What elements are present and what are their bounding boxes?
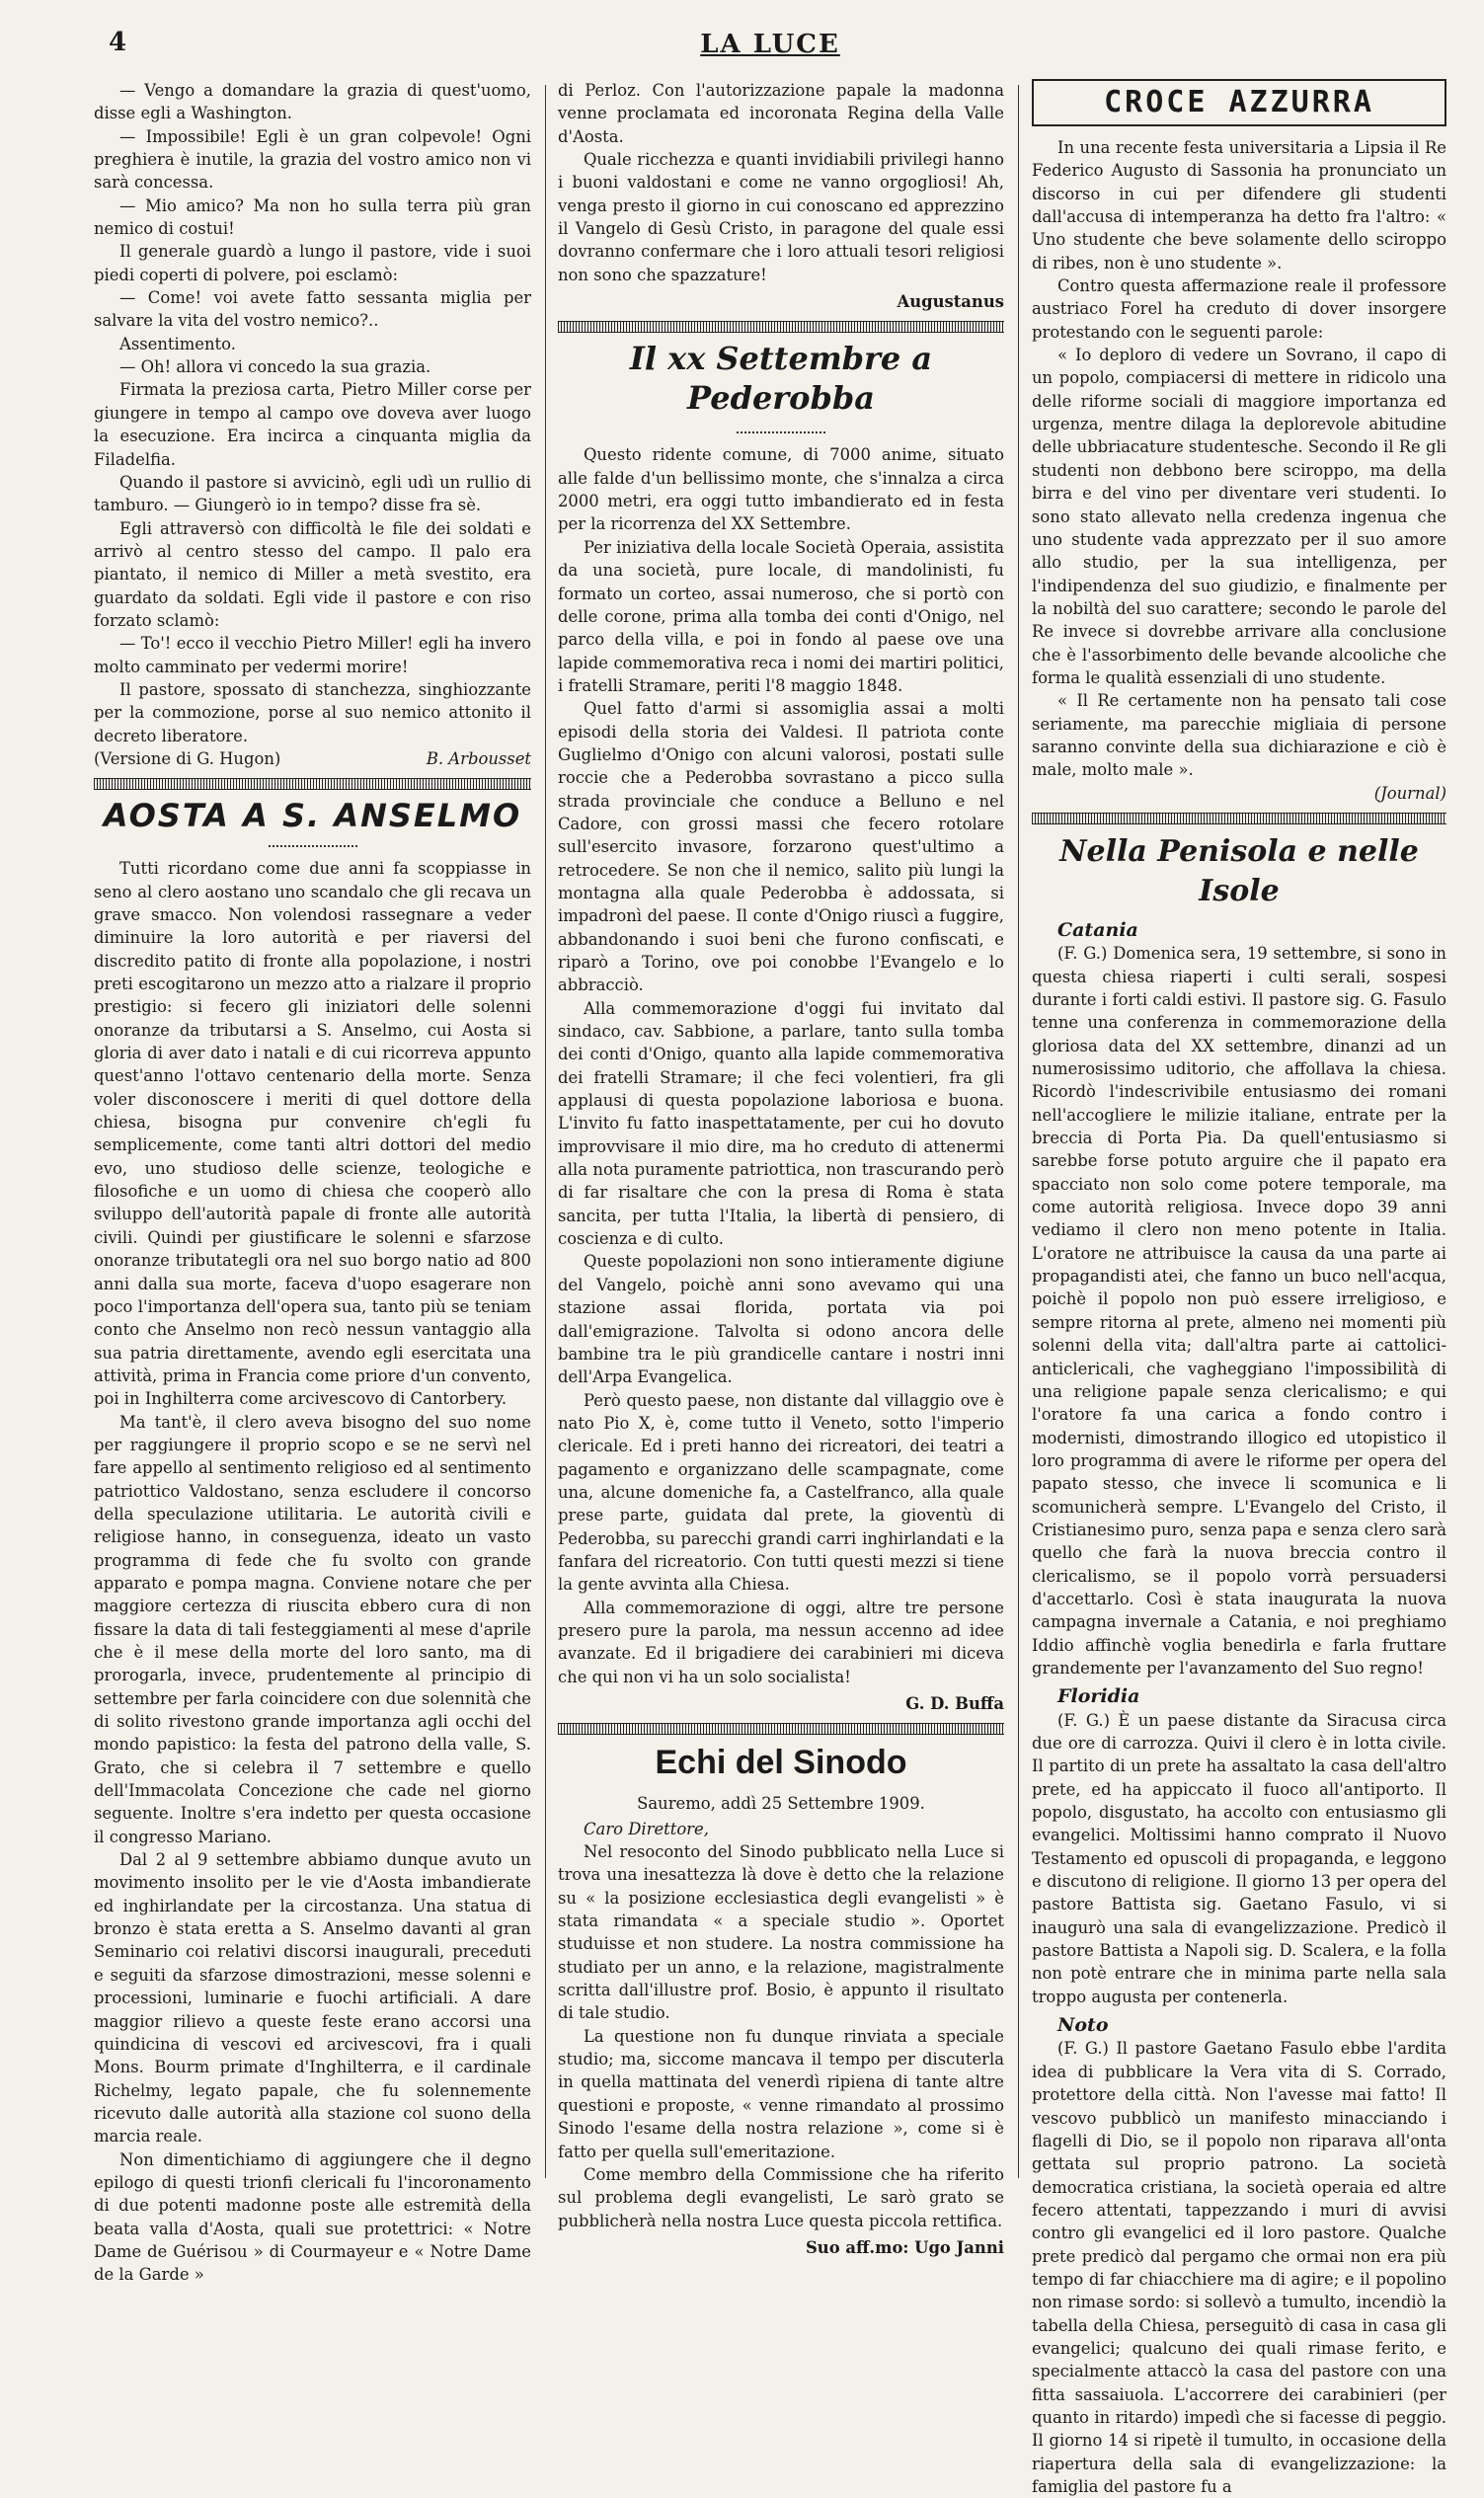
paragraph: Però questo paese, non distante dal villaggio ove è nato Pio X, è, come tutto il Veneto, sotto l'imperio clericale. Ed i preti hanno dei ricreatori, dei teatri a pagamento e organizzano delle scampagnate, come una, alcune domeniche fa, a Castelfranco, alla quale prese parte, guidata dal prete, la gioventù di Pederobba, su parecchi grandi carri inghirlandati e la fanfara del ricreatorio. Con tutti questi mezzi si tiene la gente avvinta alla Chiesa.	[558, 1390, 1004, 1595]
paragraph: — To'! ecco il vecchio Pietro Miller! egli ha invero molto camminato per vedermi morire!	[94, 634, 531, 676]
paragraph: — Impossibile! Egli è un gran colpevole! Ogni preghiera è inutile, la grazia del vostro amico non vi sarà concessa.	[94, 126, 531, 193]
source-credit: (Journal)	[1373, 783, 1446, 803]
paragraph: « Io deploro di vedere un Sovrano, il capo di un popolo, compiacersi di mettere in ridicolo una delle riforme sociali di maggiore importanza ed urgenza, mentre dilaga la deplorevole abitudine delle ubbriacature studentesche. Secondo il Re gli studenti non debbono bere sciroppo, ma della birra e del vino per diventare veri studenti. Io sono stato allevato nella credenza ingenua che uno studente vada apprezzato per il suo amore allo studio, per la sua intelligenza, per l'indipendenza del suo giudizio, e finalmente per la nobiltà del suo carattere; secondo le parole del Re invece si dovrebbe arrivare alla conclusione che è l'assorbimento delle bevande alcooliche che forma le qualità essenziali di uno studente.	[1032, 346, 1446, 687]
paragraph: Egli attraversò con difficoltà le file dei soldati e arrivò al centro stesso del campo. Il palo era piantato, il nemico di Miller a metà svestito, era guardato da soldati. Egli vide il pastore e con riso forzato sclamò:	[94, 518, 531, 630]
subhead-noto: Noto	[1057, 2014, 1109, 2037]
column-divider	[545, 85, 546, 2178]
headline-penisola: Nella Penisola e nelle Isole	[1059, 833, 1419, 908]
article-signature	[94, 747, 531, 770]
masthead-title: LA LUCE	[700, 30, 840, 59]
paragraph: di Perloz. Con l'autorizzazione papale la madonna venne proclamata ed incoronata Regina della Valle d'Aosta.	[558, 81, 1004, 146]
paragraph: Ma tant'è, il clero aveva bisogno del suo nome per raggiungere il proprio scopo e se ne servì nel fare appello al sentimento religioso ed al sentimento patriottico Valdostano, senza escludere il concorso della speculazione utilitaria. Le autorità civili e religiose hanno, in conseguenza, ideato un vasto programma di fede che fu svolto con grande apparato e pompa magna. Conviene notare che per maggiore certezza di riuscita ebbero cura di non fissare la data di tali festeggiamenti al mese d'aprile che è il mese della morte del loro santo, ma di prorogarla, invece, prudentemente al principio di settembre per farla coincidere con due solennità che di solito rivestono grande importanza agli occhi del mondo papistico: la festa del patrono della valle, S. Grato, che si celebra il 7 settembre e quello dell'Immacolata Concezione che cade nel giorno seguente. Inoltre s'era indetto per questa occasione il congresso Mariano.	[94, 1412, 531, 1846]
headline-croce-azzurra: CROCE AZZURRA	[1032, 79, 1446, 126]
headline-aosta: AOSTA A S. ANSELMO	[103, 797, 522, 835]
subhead-floridia: Floridia	[1057, 1685, 1140, 1708]
column-divider	[1018, 85, 1019, 2178]
column-3	[1032, 79, 1446, 2496]
paragraph: Non dimentichiamo di aggiungere che il degno epilogo di questi trionfi clericali fu l'incoronamento di due potenti madonne poste alle estremità della beata valla d'Aosta, quali sue protettrici: « Notre Dame de Guérisou » di Courmayeur e « Notre Dame de la Garde »	[94, 2149, 531, 2285]
paragraph: Quale ricchezza e quanti invidiabili privilegi hanno i buoni valdostani e come ne vanno orgogliosi! Ah, venga presto il giorno in cui conoscano ed apprezzino il Vangelo di Gesù Cristo, in paragone del quale essi dovranno confermare che i loro attuali tesori religiosi non sono che spazzature!	[558, 150, 1004, 284]
paragraph: Assentimento.	[119, 334, 236, 353]
paragraph: — Come! voi avete fatto sessanta miglia per salvare la vita del vostro nemico?..	[94, 288, 531, 331]
paragraph: Dal 2 al 9 settembre abbiamo dunque avuto un movimento insolito per le vie d'Aosta imbandierate ed inghirlandate per la circostanza. Una statua di bronzo è stata eretta a S. Anselmo davanti al gran Seminario coi relativi discorsi inaugurali, preceduti e seguiti da sfarzose dimostrazioni, messe solenni e processioni, luminarie e fuochi artificiali. A dare maggior rilievo a queste feste erano accorsi una quindicina di vescovi ed arcivescovi, fra i quali Mons. Bourm primate d'Inghilterra, e il cardinale Richelmy, legato papale, che fu solennemente ricevuto dalle autorità alla stazione col suono della marcia reale.	[94, 1850, 531, 2147]
paragraph: Questo ridente comune, di 7000 anime, situato alle falde d'un bellissimo monte, che s'innalza a circa 2000 metri, era oggi tutto imbandierato ed in festa per la ricorrenza del XX Settembre.	[558, 445, 1004, 534]
subhead-catania: Catania	[1057, 918, 1138, 941]
author-credit: Augustanus	[897, 292, 1004, 312]
paragraph: La questione non fu dunque rinviata a speciale studio; ma, siccome mancava il tempo per discuterla in quella mattinata del venerdì ripiena di tante altre questioni e proposte, « venne rimandato al prossimo Sinodo l'esame della nostra relazione », come si è fatto per quella sull'emeritazione.	[558, 2026, 1004, 2161]
paragraph: — Oh! allora vi concedo la sua grazia.	[119, 357, 431, 377]
section-divider	[558, 321, 1004, 333]
ornament	[269, 837, 357, 847]
paragraph: — Vengo a domandare la grazia di quest'uomo, disse egli a Washington.	[94, 81, 531, 123]
paragraph: Quando il pastore si avvicinò, egli udì un rullio di tamburo. — Giungerò io in tempo? disse fra sè.	[94, 472, 531, 515]
paragraph: « Il Re certamente non ha pensato tali cose seriamente, ma parecchie migliaia di persone saranno convinte della sua dichiarazione e ciò è male, molto male ».	[1032, 691, 1446, 780]
paragraph: (F. G.) È un paese distante da Siracusa circa due ore di carrozza. Quivi il clero è in lotta civile. Il partito di un prete ha assaltato la casa dell'altro prete, ed ha appiccato il fuoco all'antiporto. Il popolo, disgustato, ha accolto con entusiasmo gli evangelici. Moltissimi hanno comprato il Nuovo Testamento ed opuscoli di propaganda, e leggono e discutono di religione. Il giorno 13 per opera del pastore Battista sig. Gaetano Fasulo, vi si inaugurò una sala di evangelizzazione. Predicò il pastore Battista a Napoli sig. D. Scalera, e la folla non potè entrare che in minima parte nella sala troppo augusta per contenerla.	[1032, 1710, 1446, 2006]
paragraph: Quel fatto d'armi si assomiglia assai a molti episodi della storia dei Valdesi. Il patriota conte Guglielmo d'Onigo con alcuni valorosi, postati sulle roccie che a Pederobba sovrastano a picco sulla strada provinciale che conduce a Belluno e nel Cadore, con grossi massi che fecero rotolare sull'esercito invasore, forzarono quest'ultimo a retrocedere. Se non che il nemico, salito più lungi la montagna alla quale Pederobba è addossata, si impadronì del paese. Il conte d'Onigo riuscì a fuggire, abbandonando i suoi beni che furono confiscati, e riparò a Torino, ove poi conobbe l'Evangelo e lo abbracciò.	[558, 699, 1004, 995]
headline-settembre: Il xx Settembre a Pederobba	[629, 340, 933, 418]
ornament	[737, 424, 825, 433]
paragraph: Il generale guardò a lungo il pastore, vide i suoi piedi coperti di polvere, poi esclamò:	[94, 242, 531, 284]
paragraph: Firmata la preziosa carta, Pietro Miller corse per giungere in tempo al campo ove doveva aver luogo la esecuzione. Era incirca a cinquanta miglia da Filadelfia.	[94, 380, 531, 469]
salutation: Caro Direttore,	[584, 1819, 709, 1838]
author-credit: B. Arbousset	[426, 748, 531, 768]
headline-echi: Echi del Sinodo	[655, 1744, 907, 1782]
paragraph: Contro questa affermazione reale il professore austriaco Forel ha creduto di dover insorgere protestando con le seguenti parole:	[1032, 276, 1446, 342]
paragraph: Il pastore, spossato di stanchezza, singhiozzante per la commozione, porse al suo nemico attonito il decreto liberatore.	[94, 679, 531, 745]
paragraph: In una recente festa universitaria a Lipsia il Re Federico Augusto di Sassonia ha pronunciato un discorso in cui per difendere gli studenti dall'accusa di intemperanza ha detto fra l'altro: « Uno studente che beve solamente dello sciroppo di ribes, non è uno studente ».	[1032, 138, 1446, 273]
page-number: 4	[109, 28, 127, 57]
column-2	[558, 79, 1004, 2257]
author-credit: G. D. Buffa	[905, 1694, 1004, 1713]
paragraph: — Mio amico? Ma non ho sulla terra più gran nemico di costui!	[94, 195, 531, 239]
translator-credit: (Versione di G. Hugon)	[94, 748, 281, 768]
paragraph: (F. G.) Il pastore Gaetano Fasulo ebbe l'ardita idea di pubblicare la Vera vita di S. Corrado, protettore della città. Non l'avesse mai fatto! Il vescovo pubblicò un manifesto minacciando i flagelli di Dio, se il popolo non riparava all'onta gettata sul proprio patrono. La società democratica cristiana, la società operaia ed altre fecero attentati, tappezzando i muri di avvisi contro gli evangelici ed il loro pastore. Qualche prete predicò dal pergamo che ormai non era più tempo di far chiacchiere ma di agire; e il popolino non rimase sordo: si sollevò a tumulto, incendiò la tabella della Chiesa, perseguitò di casa in casa gli evangelici; qualcuno dei quali rimase ferito, e specialmente attaccò la casa del pastore con una fitta sassaiuola. L'accorrere dei carabinieri (per quanto in ritardo) impedì che si facesse di peggio. Il giorno 14 si ripetè il tumulto, in occasione della riapertura della sala di evangelizzazione: la famiglia del pastore fu a	[1032, 2039, 1446, 2496]
page-header	[99, 28, 1442, 63]
author-credit: Suo aff.mo: Ugo Janni	[805, 2237, 1004, 2257]
dateline: Sauremo, addì 25 Settembre 1909.	[637, 1794, 925, 1814]
paragraph: Alla commemorazione d'oggi fui invitato dal sindaco, cav. Sabbione, a parlare, tanto sulla tomba dei conti d'Onigo, quanto alla lapide commemorativa dei fratelli Stramare; il che feci volentieri, fra gli applausi di questa popolazione laboriosa e buona. L'invito fu fatto inaspettatamente, per cui ho dovuto improvvisare il mio dire, ma ho creduto di attenermi alla nota puramente patriottica, non trascurando però di far risaltare che con la presa di Roma è stata sancita, per tutta l'Italia, la libertà di pensiero, di coscienza e di culto.	[558, 998, 1004, 1249]
paragraph: Come membro della Commissione che ha riferito sul problema degli evangelisti, Le sarò grato se pubblicherà nella nostra Luce questa piccola rettifica.	[558, 2164, 1004, 2230]
section-divider	[558, 1723, 1004, 1735]
section-divider	[94, 778, 531, 790]
paragraph: Per iniziativa della locale Società Operaia, assistita da una società, pure locale, di mandolinisti, fu formato un corteo, assai numeroso, che si portò con delle corone, prima alla tomba dei conti d'Onigo, nel parco della villa, e poi in fondo al paese ove una lapide commemorativa reca i nomi dei martiri politici, i fratelli Stramare, periti l'8 maggio 1848.	[558, 537, 1004, 695]
paragraph: (F. G.) Domenica sera, 19 settembre, si sono in questa chiesa riaperti i culti serali, sospesi durante i forti caldi estivi. Il pastore sig. G. Fasulo tenne una conferenza in commemorazione della gloriosa data del XX settembre, dinanzi ad un numerosissimo uditorio, che affollava la chiesa. Ricordò l'indescrivibile entusiasmo dei romani nell'accogliere le milizie italiane, entrate per la breccia di Porta Pia. Da quell'entusiasmo si sarebbe forse potuto arguire che il papato era spacciato non solo come potere temporale, ma come autorità religiosa. Invece dopo 39 anni vediamo il clero non meno potente in Italia. L'oratore ne attribuisce la causa da una parte ai propagandisti atei, che fanno un buco nell'acqua, poichè il popolo non può essere irreligioso, e sempre ritorna al prete, almeno nei momenti più solenni della vita; dall'altra parte ai cattolici-anticlericali, che vagheggiano l'impossibilità di una religione papale senza clericalismo; e qui l'oratore fa una carica a fondo contro i modernisti, dimostrando illogico ed utopistico il loro programma di avere le riforme per opera del papato stesso, che invece li scomunica e li scomunicherà sempre. L'Evangelo del Cristo, il Cristianesimo puro, senza papa e senza clero sarà quello che farà la nuova breccia contro il clericalismo, se il popolo vorrà persuadersi d'accettarlo. Così è stata inaugurata la nuova campagna invernale a Catania, e noi preghiamo Iddio affinchè voglia benedirla e farla fruttare grandemente per l'avanzamento del Suo regno!	[1032, 944, 1446, 1678]
paragraph: Queste popolazioni non sono intieramente digiune del Vangelo, poichè anni sono avevamo qui una stazione assai florida, portata via poi dall'emigrazione. Talvolta si odono ancora delle bambine tra le più grandicelle cantare i nostri inni dell'Arpa Evangelica.	[558, 1252, 1004, 1387]
paragraph: Tutti ricordano come due anni fa scoppiasse in seno al clero aostano uno scandalo che gli recava un grave smacco. Non volendosi rassegnare a veder diminuire la loro autorità e per riaversi del discredito patito di fronte alla popolazione, i nostri preti escogitarono un mezzo atto a rialzare il proprio prestigio: si fecero gli iniziatori delle solenni onoranze da tributarsi a S. Anselmo, cui Aosta si gloria di aver dato i natali e di cui ricorreva appunto quest'anno l'ottavo centenario della morte. Senza voler disconoscere i meriti di quel dottore della chiesa, bisogna pur convenire ch'egli fu semplicemente, come tanti altri dottori del medio evo, uno studioso delle scienze, teologiche e filosofiche e un uomo di chiesa che cooperò allo sviluppo dell'autorità papale di fronte alle autorità civili. Quindi per giustificare le solenni e sfarzose onoranze tributategli ora nel suo borgo natio ad 800 anni dalla sua morte, faceva d'uopo esagerare non poco l'importanza dell'opera sua, tanto più se teniam conto che Anselmo non recò nessun vantaggio alla sua patria direttamente, avendo egli esercitata una attività, prima in Francia come priore d'un convento, poi in Inghilterra come arcivescovo di Cantorbery.	[94, 859, 531, 1409]
paragraph: Alla commemorazione di oggi, altre tre persone presero pure la parola, ma nessun accenno ad idee avanzate. Ed il brigadiere dei carabinieri mi diceva che qui non vi ha un solo socialista!	[558, 1598, 1004, 1686]
paragraph: Nel resoconto del Sinodo pubblicato nella Luce si trova una inesattezza là dove è detto che la relazione su « la posizione ecclesiastica degli evangelisti » è stata rimandata « a speciale studio ». Oportet studuisse et non studere. La nostra commissione ha studiato per un anno, e la relazione, magistralmente scritta dall'illustre prof. Bosio, è appunto il risultato di tale studio.	[558, 1842, 1004, 2023]
column-1	[94, 79, 531, 2285]
section-divider	[1032, 813, 1446, 824]
